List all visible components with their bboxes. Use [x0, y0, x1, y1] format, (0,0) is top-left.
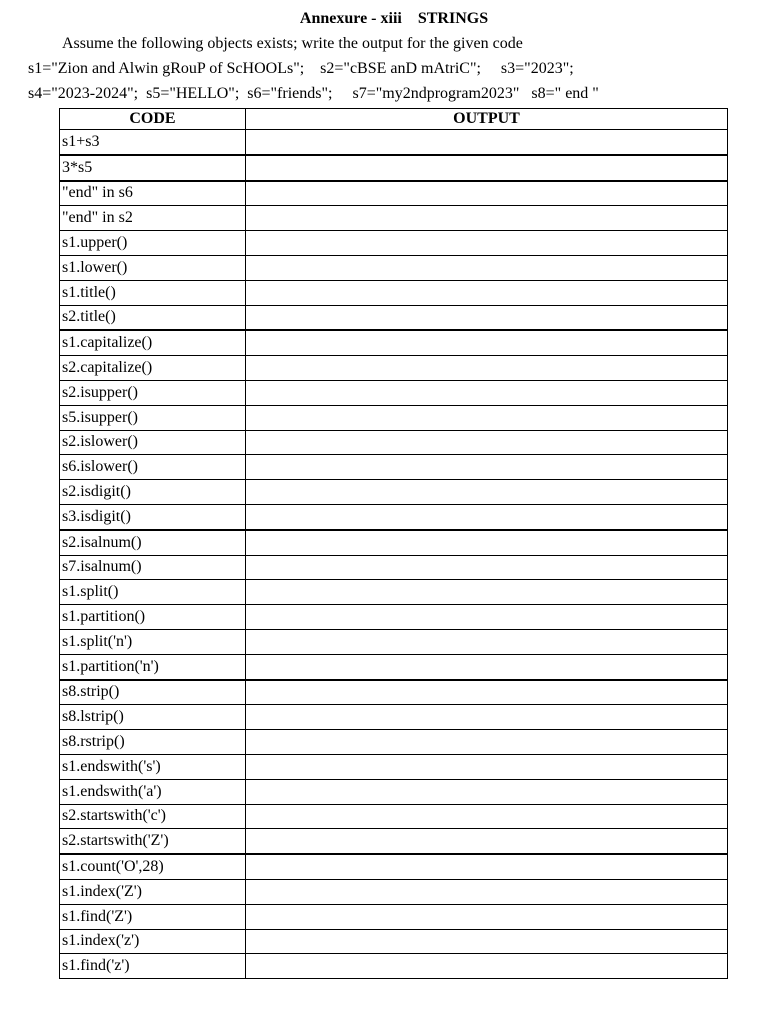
output-cell[interactable]	[246, 879, 728, 904]
table-row	[60, 330, 728, 355]
code-cell: s1.capitalize()	[60, 330, 246, 355]
output-cell[interactable]	[246, 854, 728, 879]
output-cell[interactable]	[246, 356, 728, 381]
output-cell[interactable]	[246, 829, 728, 854]
output-cell[interactable]	[246, 330, 728, 355]
table-header-row	[60, 109, 728, 130]
table-row	[60, 730, 728, 755]
table-row	[60, 305, 728, 330]
table-row	[60, 705, 728, 730]
table-row	[60, 954, 728, 979]
table-row	[60, 555, 728, 580]
table-row	[60, 829, 728, 854]
output-cell[interactable]	[246, 904, 728, 929]
code-cell: s1.partition('n')	[60, 654, 246, 679]
output-cell[interactable]	[246, 231, 728, 256]
code-cell: 3*s5	[60, 155, 246, 181]
code-cell: "end" in s6	[60, 181, 246, 206]
output-cell[interactable]	[246, 155, 728, 181]
table-row	[60, 155, 728, 181]
code-cell: s1.partition()	[60, 605, 246, 630]
table-row	[60, 804, 728, 829]
code-cell: s2.isalnum()	[60, 530, 246, 555]
output-column-header: OUTPUT	[246, 109, 728, 130]
table-row	[60, 455, 728, 480]
output-cell[interactable]	[246, 305, 728, 330]
code-column-header: CODE	[60, 109, 246, 130]
table-row	[60, 181, 728, 206]
table-row	[60, 779, 728, 804]
code-cell: s2.isupper()	[60, 380, 246, 405]
table-row	[60, 680, 728, 705]
output-cell[interactable]	[246, 580, 728, 605]
output-cell[interactable]	[246, 929, 728, 954]
output-cell[interactable]	[246, 380, 728, 405]
table-row	[60, 231, 728, 256]
code-cell: s8.rstrip()	[60, 730, 246, 755]
output-cell[interactable]	[246, 680, 728, 705]
code-cell: s2.startswith('Z')	[60, 829, 246, 854]
code-cell: s1.title()	[60, 280, 246, 305]
table-row	[60, 605, 728, 630]
output-cell[interactable]	[246, 530, 728, 555]
table-row	[60, 504, 728, 529]
code-cell: s1.endswith('a')	[60, 779, 246, 804]
code-cell: s2.startswith('c')	[60, 804, 246, 829]
table-row	[60, 530, 728, 555]
table-row	[60, 430, 728, 455]
page-title: Annexure - xiii STRINGS	[299, 10, 489, 27]
code-cell: s8.strip()	[60, 680, 246, 705]
table-row	[60, 904, 728, 929]
table-row	[60, 280, 728, 305]
code-cell: s1.split()	[60, 580, 246, 605]
output-cell[interactable]	[246, 730, 728, 755]
code-cell: s2.isdigit()	[60, 480, 246, 505]
table-body	[60, 130, 728, 979]
output-cell[interactable]	[246, 206, 728, 231]
code-output-table	[59, 108, 728, 979]
variables-line-1: s1="Zion and Alwin gRouP of ScHOOLs"; s2="cBSE anD mAtriC"; s3="2023";	[28, 60, 574, 77]
output-cell[interactable]	[246, 605, 728, 630]
table-row	[60, 929, 728, 954]
output-cell[interactable]	[246, 480, 728, 505]
table-row	[60, 480, 728, 505]
code-cell: s8.lstrip()	[60, 705, 246, 730]
code-cell: s1.count('O',28)	[60, 854, 246, 879]
table-row	[60, 380, 728, 405]
table-row	[60, 879, 728, 904]
code-cell: s1.find('Z')	[60, 904, 246, 929]
output-cell[interactable]	[246, 754, 728, 779]
output-cell[interactable]	[246, 705, 728, 730]
table-row	[60, 130, 728, 155]
output-cell[interactable]	[246, 255, 728, 280]
table-row	[60, 654, 728, 679]
output-cell[interactable]	[246, 181, 728, 206]
code-cell: s2.islower()	[60, 430, 246, 455]
output-cell[interactable]	[246, 779, 728, 804]
output-cell[interactable]	[246, 504, 728, 529]
code-cell: s5.isupper()	[60, 405, 246, 430]
code-cell: s1.upper()	[60, 231, 246, 256]
output-cell[interactable]	[246, 954, 728, 979]
output-cell[interactable]	[246, 555, 728, 580]
code-cell: "end" in s2	[60, 206, 246, 231]
code-cell: s1.index('z')	[60, 929, 246, 954]
code-cell: s1.index('Z')	[60, 879, 246, 904]
output-cell[interactable]	[246, 405, 728, 430]
output-cell[interactable]	[246, 654, 728, 679]
table-row	[60, 629, 728, 654]
code-cell: s1+s3	[60, 130, 246, 155]
table-row	[60, 356, 728, 381]
variables-line-2: s4="2023-2024"; s5="HELLO"; s6="friends"; s7="my2ndprogram2023" s8=" end "	[28, 85, 599, 102]
code-cell: s1.endswith('s')	[60, 754, 246, 779]
table-row	[60, 405, 728, 430]
code-cell: s1.lower()	[60, 255, 246, 280]
code-cell: s6.islower()	[60, 455, 246, 480]
output-cell[interactable]	[246, 629, 728, 654]
output-cell[interactable]	[246, 280, 728, 305]
output-cell[interactable]	[246, 130, 728, 155]
table-row	[60, 255, 728, 280]
table-row	[60, 754, 728, 779]
output-cell[interactable]	[246, 804, 728, 829]
code-cell: s7.isalnum()	[60, 555, 246, 580]
output-cell[interactable]	[246, 430, 728, 455]
table-row	[60, 854, 728, 879]
code-cell: s1.find('z')	[60, 954, 246, 979]
code-cell: s1.split('n')	[60, 629, 246, 654]
table-row	[60, 206, 728, 231]
output-cell[interactable]	[246, 455, 728, 480]
code-cell: s3.isdigit()	[60, 504, 246, 529]
code-cell: s2.capitalize()	[60, 356, 246, 381]
table-row	[60, 580, 728, 605]
code-cell: s2.title()	[60, 305, 246, 330]
instruction-text: Assume the following objects exists; write the output for the given code	[62, 35, 523, 52]
